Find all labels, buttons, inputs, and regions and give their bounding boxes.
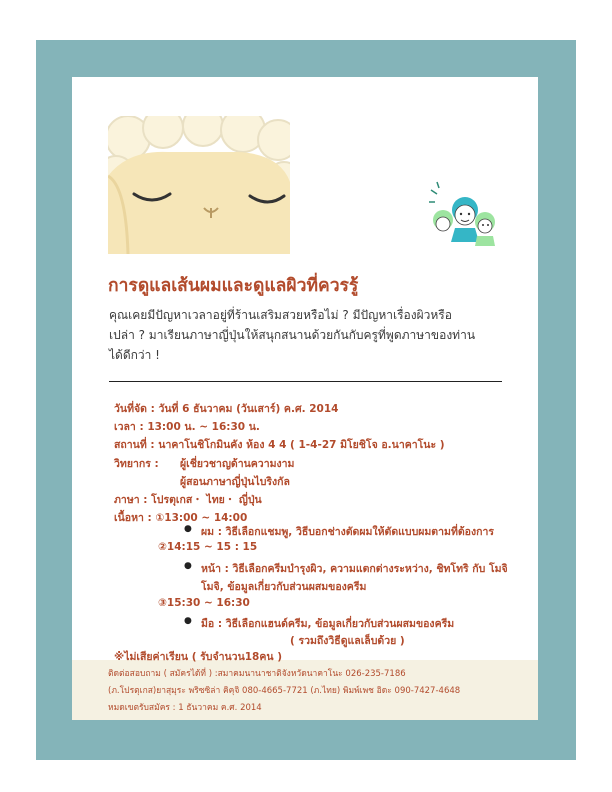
intro-line: ได้ดีกว่า !	[109, 348, 160, 362]
instructors-label: วิทยากร :	[114, 458, 159, 470]
intro-paragraph	[109, 305, 519, 365]
bullet-icon: ●	[184, 561, 192, 571]
intro-line: คุณเคยมีปัญหาเวลาอยู่ที่ร้านเสริมสวยหรือไม่ ? มีปัญหาเรื่องผิวหรือ	[109, 308, 452, 322]
instructor-1: ผู้เชี่ยวชาญด้านความงาม	[180, 458, 295, 470]
footer-contact: ติดต่อสอบถาม ( สมัครได้ที่ ) :สมาคมนานาชาติจังหวัดนาคาโนะ 026-235-7186	[108, 669, 406, 679]
session-2-text-cont: โมจิ, ข้อมูลเกี่ยวกับส่วนผสมของครีม	[201, 581, 367, 593]
session-3-time: ③15:30 ~ 16:30	[158, 597, 250, 609]
session-1-text: ผม : วิธีเลือกแชมพู, วิธีบอกช่างตัดผมให้ตัดแบบผมตามที่ต้องการ	[201, 526, 495, 538]
children-illustration	[425, 180, 503, 250]
intro-line: เปล่า ? มาเรียนภาษาญี่ปุ่นให้สนุกสนานด้วยกันกับครูที่พูดภาษาของท่าน	[109, 328, 476, 342]
free-note: ※ไม่เสียค่าเรียน ( รับจำนวน18คน )	[114, 651, 283, 663]
session-3-text: มือ : วิธีเลือกแฮนด์ครีม, ข้อมูลเกี่ยวกับส่วนผสมของครีม	[201, 618, 455, 630]
divider	[109, 381, 502, 382]
content-label: เนื้อหา : ①13:00 ~ 14:00	[114, 512, 248, 524]
session-3-text-cont: ( รวมถึงวิธีดูแลเล็บด้วย )	[290, 635, 405, 647]
sheep-illustration	[108, 116, 290, 254]
bullet-icon: ●	[184, 524, 192, 534]
session-2-text: หน้า : วิธีเลือกครีมบำรุงผิว, ความแตกต่างระหว่าง, ชิทโทริ กับ โมจิ	[201, 563, 508, 575]
event-language: ภาษา : โปรตุเกส・ ไทย・ ญี่ปุ่น	[114, 494, 262, 506]
session-2-time: ②14:15 ~ 15 : 15	[158, 541, 258, 553]
bullet-icon: ●	[184, 616, 192, 626]
event-date: วันที่จัด : วันที่ 6 ธันวาคม (วันเสาร์) ค.ศ. 2014	[114, 403, 339, 415]
instructor-2: ผู้สอนภาษาญี่ปุ่นไบริงกัล	[180, 476, 290, 488]
footer-phones: (ภ.โปรตุเกส)ยาสุมุระ พริซซิล่า คิคุจิ 080-4665-7721 (ภ.ไทย) พิมพ์เพช อิดะ 090-7427-4648	[108, 686, 461, 696]
footer-deadline: หมดเขตรับสมัคร : 1 ธันวาคม ค.ศ. 2014	[108, 703, 262, 713]
event-venue: สถานที่ : นาคาโนชิโกมินคัง ห้อง 4 4 ( 1-4-27 มิโยชิโจ อ.นาคาโนะ )	[114, 439, 445, 451]
event-time: เวลา : 13:00 น. ~ 16:30 น.	[114, 421, 260, 433]
page-title: การดูแลเส้นผมและดูแลผิวที่ควรรู้	[108, 276, 359, 296]
